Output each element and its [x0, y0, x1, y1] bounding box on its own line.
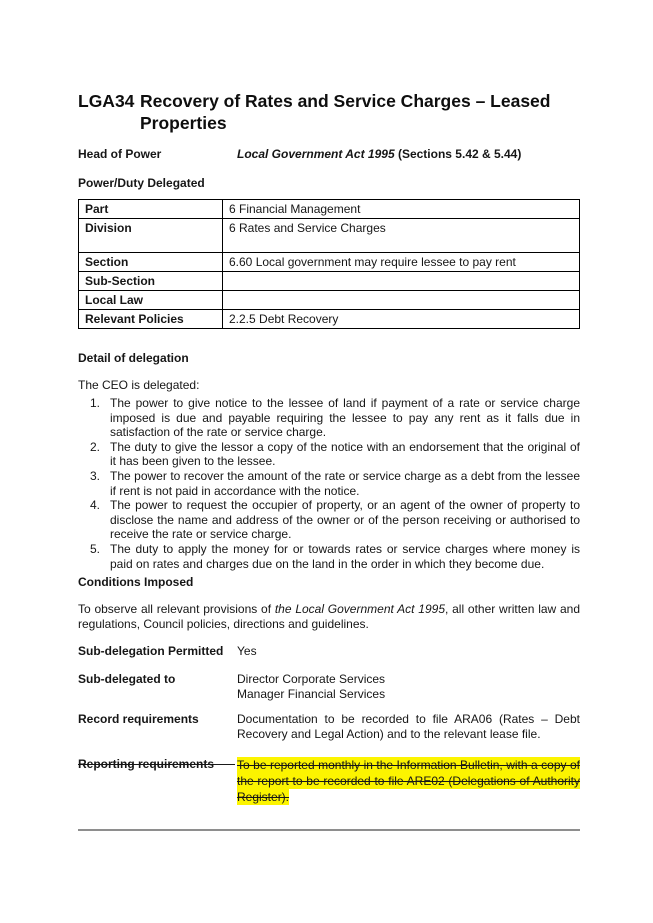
table-row-label: Local Law — [79, 291, 223, 310]
list-item — [78, 542, 580, 571]
list-item — [78, 440, 580, 469]
list-item — [78, 469, 580, 498]
table-row-label: Division — [79, 219, 223, 253]
footer-rule — [78, 829, 580, 831]
power-duty-heading: Power/Duty Delegated — [78, 176, 205, 190]
delegation-intro: The CEO is delegated: — [78, 378, 200, 392]
sub-delegated-to-label: Sub-delegated to — [78, 672, 176, 687]
head-of-power-row — [78, 147, 580, 162]
list-item-text: The power to request the occupier of property, or an agent of the owner of property to disclose the name and address of the owner or of the person receiving or authorised to receive the rate or service charge. — [110, 498, 580, 542]
sub-delegation-permitted-value: Yes — [237, 644, 257, 659]
table-row — [79, 310, 580, 329]
list-item-text: The power to recover the amount of the rate or service charge as a debt from the lessee if rent is not paid in accordance with the notice. — [110, 468, 580, 498]
table-row-label: Sub-Section — [79, 272, 223, 291]
table-row-label: Section — [79, 253, 223, 272]
sub-delegated-to-row — [78, 672, 580, 702]
table-row-value: 6 Financial Management — [223, 200, 580, 219]
table-row — [79, 219, 580, 253]
strikethrough-connector-line — [214, 764, 235, 805]
sub-delegate-name: Manager Financial Services — [237, 687, 386, 702]
conditions-imposed-heading: Conditions Imposed — [78, 575, 194, 590]
list-item-text: The duty to apply the money for or towards rates or service charges where money is paid on rates and charges due on the land in the order in which they become due. — [110, 541, 580, 571]
list-item-number: 2. — [90, 439, 101, 454]
record-requirements-row — [78, 712, 580, 741]
table-row-value — [223, 291, 580, 310]
list-item-number: 4. — [90, 498, 101, 513]
page-title-text: Recovery of Rates and Service Charges – Leased Properties — [140, 91, 551, 133]
reporting-requirements-label-cell — [78, 757, 237, 805]
highlighted-struck-text: To be reported monthly in the Information Bulletin, with a copy of the report to be recorded to file ARE02 (Delegations of Authority Register). — [237, 757, 580, 804]
record-requirements-value: Documentation to be recorded to file ARA06 (Rates – Debt Recovery and Legal Action) and to the relevant lease file. — [237, 712, 580, 741]
table-row — [79, 291, 580, 310]
reporting-requirements-value — [237, 757, 580, 805]
list-item — [78, 498, 580, 542]
delegation-list — [78, 396, 580, 571]
table-row — [79, 272, 580, 291]
reporting-requirements-label: Reporting requirements — [78, 756, 215, 771]
conditions-text-before: To observe all relevant provisions of — [78, 602, 275, 617]
table-row-value: 2.2.5 Debt Recovery — [223, 310, 580, 329]
power-duty-table — [78, 199, 580, 329]
table-row-value — [223, 272, 580, 291]
sub-delegation-permitted-row — [78, 644, 580, 659]
conditions-paragraph — [78, 602, 580, 631]
head-of-power-value — [237, 147, 580, 162]
table-row — [79, 253, 580, 272]
table-row — [79, 200, 580, 219]
sub-delegation-permitted-label: Sub-delegation Permitted — [78, 644, 224, 659]
sub-delegate-name: Director Corporate Services — [237, 672, 386, 687]
list-item-number: 3. — [90, 468, 101, 483]
table-row-label: Relevant Policies — [79, 310, 223, 329]
reporting-requirements-row — [78, 757, 580, 805]
table-row-value: 6 Rates and Service Charges — [223, 219, 580, 253]
table-row-label: Part — [79, 200, 223, 219]
act-sections: (Sections 5.42 & 5.44) — [394, 147, 522, 161]
list-item-text: The duty to give the lessor a copy of the notice with an endorsement that the original of it has been given to the lessee. — [110, 439, 580, 469]
detail-of-delegation-heading: Detail of delegation — [78, 351, 189, 365]
act-name: Local Government Act 1995 — [237, 147, 395, 161]
list-item-number: 5. — [90, 541, 101, 556]
page-title — [78, 90, 580, 134]
record-requirements-label: Record requirements — [78, 712, 199, 727]
table-row-value: 6.60 Local government may require lessee to pay rent — [223, 253, 580, 272]
head-of-power-label: Head of Power — [78, 147, 162, 161]
list-item-text: The power to give notice to the lessee of land if payment of a rate or service charge imposed is due and payable requiring the lessee to pay any rent as it falls due in satisfaction of the rate or service charge. — [110, 396, 580, 440]
delegation-code: LGA34 — [78, 91, 135, 111]
sub-delegated-to-values — [237, 672, 580, 702]
conditions-text-after: , all other written law and regulations, Council policies, directions and guidelines. — [78, 602, 581, 631]
list-item — [78, 396, 580, 440]
list-item-number: 1. — [90, 396, 101, 410]
conditions-act-name: the Local Government Act 1995 — [274, 602, 445, 617]
